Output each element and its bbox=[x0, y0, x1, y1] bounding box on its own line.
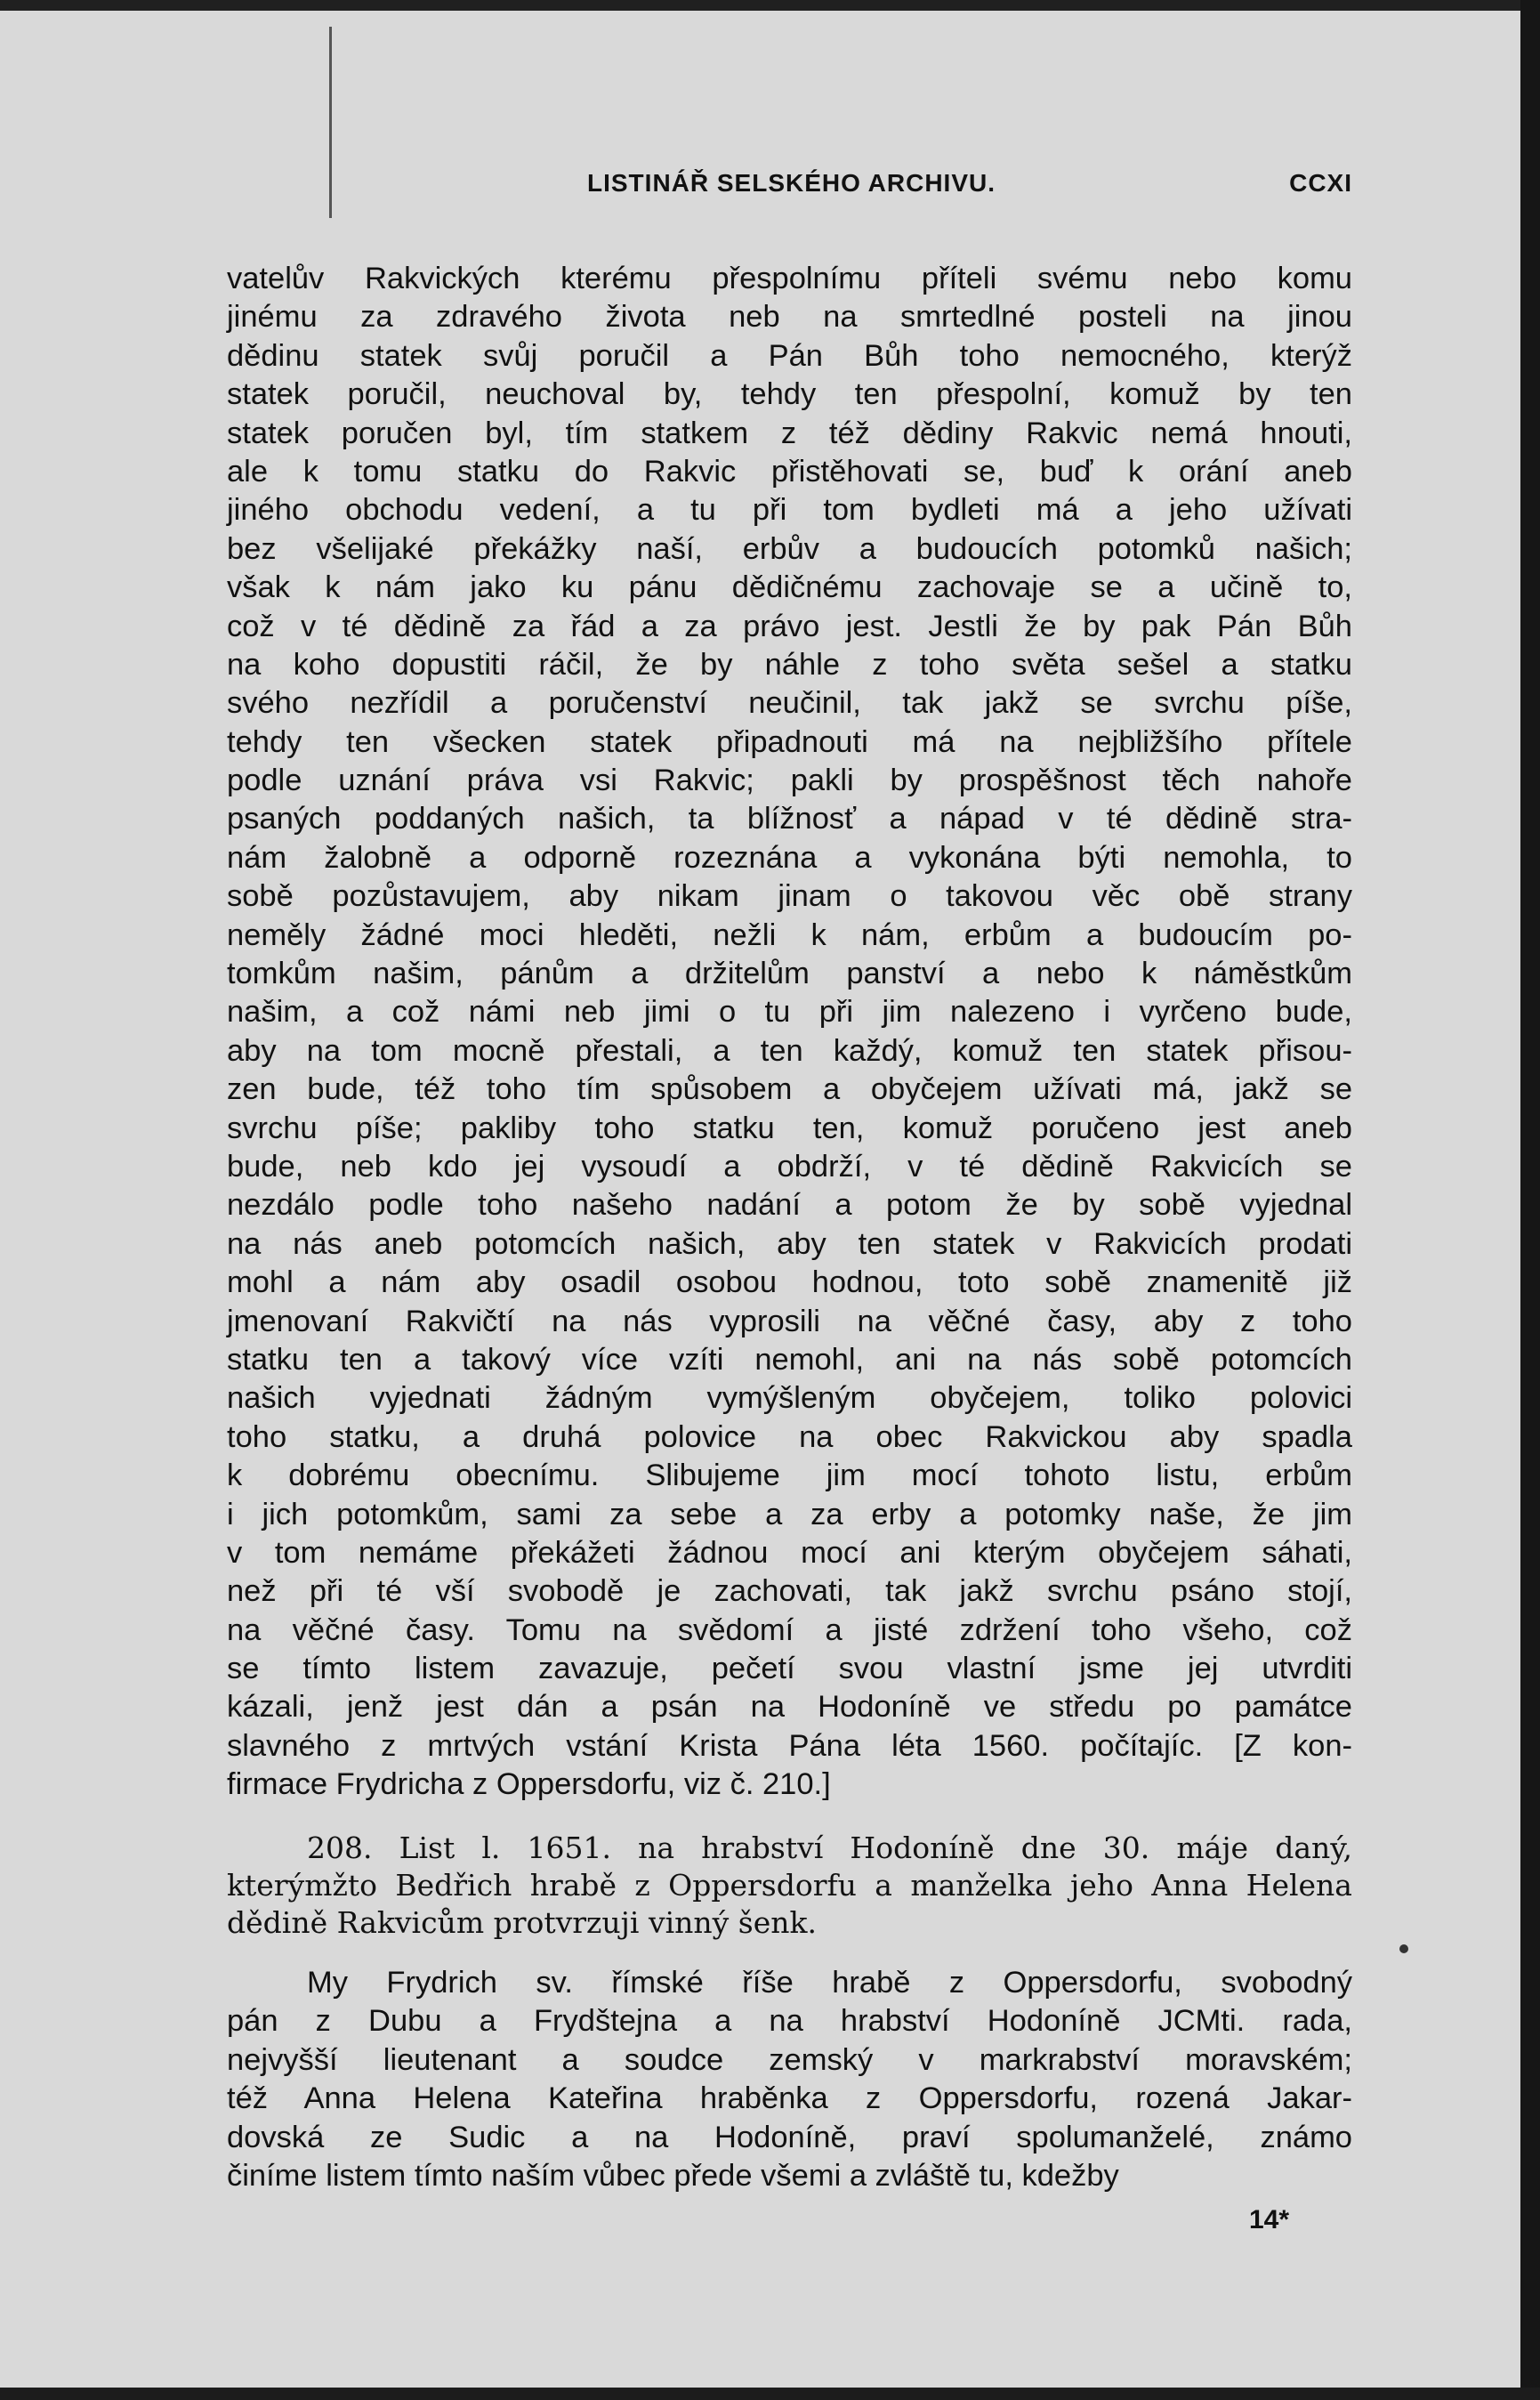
text-line: na věčné časy. Tomu na svědomí a jisté zdržení toho všeho, což bbox=[227, 1612, 1352, 1647]
text-line: bez všelijaké překážky naší, erbův a budoucích potomků našich; bbox=[227, 531, 1352, 566]
text-line: bude, neb kdo jej vysoudí a obdrží, v té dědině Rakvicích se bbox=[227, 1149, 1352, 1184]
text-line: firmace Frydricha z Oppersdorfu, viz č. 210.] bbox=[227, 1767, 831, 1802]
text-line: jinému za zdravého života neb na smrtedlné posteli na jinou bbox=[227, 300, 1352, 335]
text-line: tomkům našim, pánům a držitelům panství a nebo k náměstkům bbox=[227, 957, 1352, 991]
text-line: statek poručen byl, tím statkem z též dědiny Rakvic nemá hnouti, bbox=[227, 416, 1352, 450]
text-line: v tom nemáme překážeti žádnou mocí ani kterým obyčejem sáhati, bbox=[227, 1535, 1352, 1570]
text-line: zen bude, též toho tím spůsobem a obyčejem užívati má, jakž se bbox=[227, 1072, 1352, 1107]
text-line: My Frydrich sv. římské říše hrabě z Oppersdorfu, svobodný bbox=[307, 1966, 1352, 2000]
text-line: což v té dědině za řád a za právo jest. Jestli že by pak Pán Bůh bbox=[227, 609, 1352, 643]
heading-line: dědině Rakvicům protvrzuji vinný šenk. bbox=[227, 1905, 817, 1940]
text-line: pán z Dubu a Frydštejna a na hrabství Hodoníně JCMti. rada, bbox=[227, 2004, 1352, 2039]
text-line: ale k tomu statku do Rakvic přistěhovati se, buď k orání aneb bbox=[227, 454, 1352, 489]
text-line: na koho dopustiti ráčil, že by náhle z toho světa sešel a statku bbox=[227, 647, 1352, 682]
text-line: dědinu statek svůj poručil a Pán Bůh toho nemocného, kterýž bbox=[227, 338, 1352, 373]
text-line: svého nezřídil a poručenství neučinil, tak jakž se svrchu píše, bbox=[227, 686, 1352, 721]
ink-spot bbox=[1399, 1944, 1408, 1953]
text-line: aby na tom mocně přestali, a ten každý, komuž ten statek přisou- bbox=[227, 1033, 1352, 1068]
text-line: též Anna Helena Kateřina hraběnka z Oppersdorfu, rozená Jakar- bbox=[227, 2081, 1352, 2116]
heading-line: 208. List l. 1651. na hrabství Hodoníně dne 30. máje daný, bbox=[307, 1830, 1352, 1865]
text-line: nezdálo podle toho našeho nadání a potom že by sobě vyjednal bbox=[227, 1188, 1352, 1223]
text-line: jmenovaní Rakvičtí na nás vyprosili na věčné časy, aby z toho bbox=[227, 1304, 1352, 1338]
page-folio: CCXI bbox=[1289, 169, 1352, 197]
text-line: se tímto listem zavazuje, pečetí svou vlastní jsme jej utvrditi bbox=[227, 1652, 1352, 1686]
heading-line: kterýmžto Bedřich hrabě z Oppersdorfu a manželka jeho Anna Helena bbox=[227, 1868, 1352, 1903]
text-line: svrchu píše; pakliby toho statku ten, komuž poručeno jest aneb bbox=[227, 1111, 1352, 1145]
text-line: podle uznání práva vsi Rakvic; pakli by prospěšnost těch nahoře bbox=[227, 764, 1352, 798]
text-line: dovská ze Sudic a na Hodoníně, praví spolumanželé, známo bbox=[227, 2120, 1352, 2154]
text-line: slavného z mrtvých vstání Krista Pána léta 1560. počítajíc. [Z kon- bbox=[227, 1728, 1352, 1763]
scan-scratch bbox=[329, 27, 332, 218]
text-line: vatelův Rakvických kterému přespolnímu příteli svému nebo komu bbox=[227, 262, 1352, 295]
text-line: k dobrému obecnímu. Slibujeme jim mocí tohoto listu, erbům bbox=[227, 1459, 1352, 1493]
text-line: našich vyjednati žádným vymýšleným obyčejem, toliko polovici bbox=[227, 1381, 1352, 1416]
text-line: mohl a nám aby osadil osobou hodnou, toto sobě znamenitě již bbox=[227, 1265, 1352, 1300]
text-line: nám žalobně a odporně rozeznána a vykonána býti nemohla, to bbox=[227, 840, 1352, 875]
second-paragraph bbox=[227, 1964, 1352, 2195]
text-line: nejvyšší lieutenant a soudce zemský v markrabství moravském; bbox=[227, 2042, 1352, 2077]
text-line: statek poručil, neuchoval by, tehdy ten přespolní, komuž by ten bbox=[227, 377, 1352, 412]
text-line: však k nám jako ku pánu dědičnému zachovaje se a učině to, bbox=[227, 570, 1352, 605]
text-line: neměly žádné moci hleděti, nežli k nám, erbům a budoucím po- bbox=[227, 917, 1352, 952]
text-line: na nás aneb potomcích našich, aby ten statek v Rakvicích prodati bbox=[227, 1226, 1352, 1261]
text-line: i jich potomkům, sami za sebe a za erby a potomky naše, že jim bbox=[227, 1497, 1352, 1531]
text-line: jiného obchodu vedení, a tu při tom bydleti má a jeho užívati bbox=[227, 493, 1352, 528]
text-line: kázali, jenž jest dán a psán na Hodoníně ve středu po památce bbox=[227, 1690, 1352, 1725]
scan-edge-top bbox=[0, 0, 1540, 11]
scan-edge-right bbox=[1520, 0, 1540, 2400]
header-title: LISTINÁŘ SELSKÉHO ARCHIVU. bbox=[587, 169, 996, 197]
scan-edge-bottom bbox=[0, 2388, 1540, 2400]
text-line: toho statku, a druhá polovice na obec Rakvickou aby spadla bbox=[227, 1419, 1352, 1454]
printer-signature: 14* bbox=[1249, 2205, 1290, 2234]
document-heading bbox=[227, 1830, 1352, 1942]
main-paragraph bbox=[227, 260, 1352, 1805]
text-line: tehdy ten všecken statek připadnouti má na nejbližšího přítele bbox=[227, 724, 1352, 759]
running-header bbox=[587, 169, 1352, 205]
text-line: činíme listem tímto naším vůbec přede všemi a zvláště tu, kdežby bbox=[227, 2158, 1119, 2193]
text-line: než při té vší svobodě je zachovati, tak jakž svrchu psáno stojí, bbox=[227, 1574, 1352, 1609]
text-line: našim, a což námi neb jimi o tu při jim nalezeno i vyrčeno bude, bbox=[227, 995, 1352, 1030]
text-line: statku ten a takový více vzíti nemohl, ani na nás sobě potomcích bbox=[227, 1342, 1352, 1377]
text-line: psaných poddaných našich, ta blížnosť a nápad v té dědině stra- bbox=[227, 802, 1352, 836]
text-line: sobě pozůstavujem, aby nikam jinam o takovou věc obě strany bbox=[227, 879, 1352, 914]
